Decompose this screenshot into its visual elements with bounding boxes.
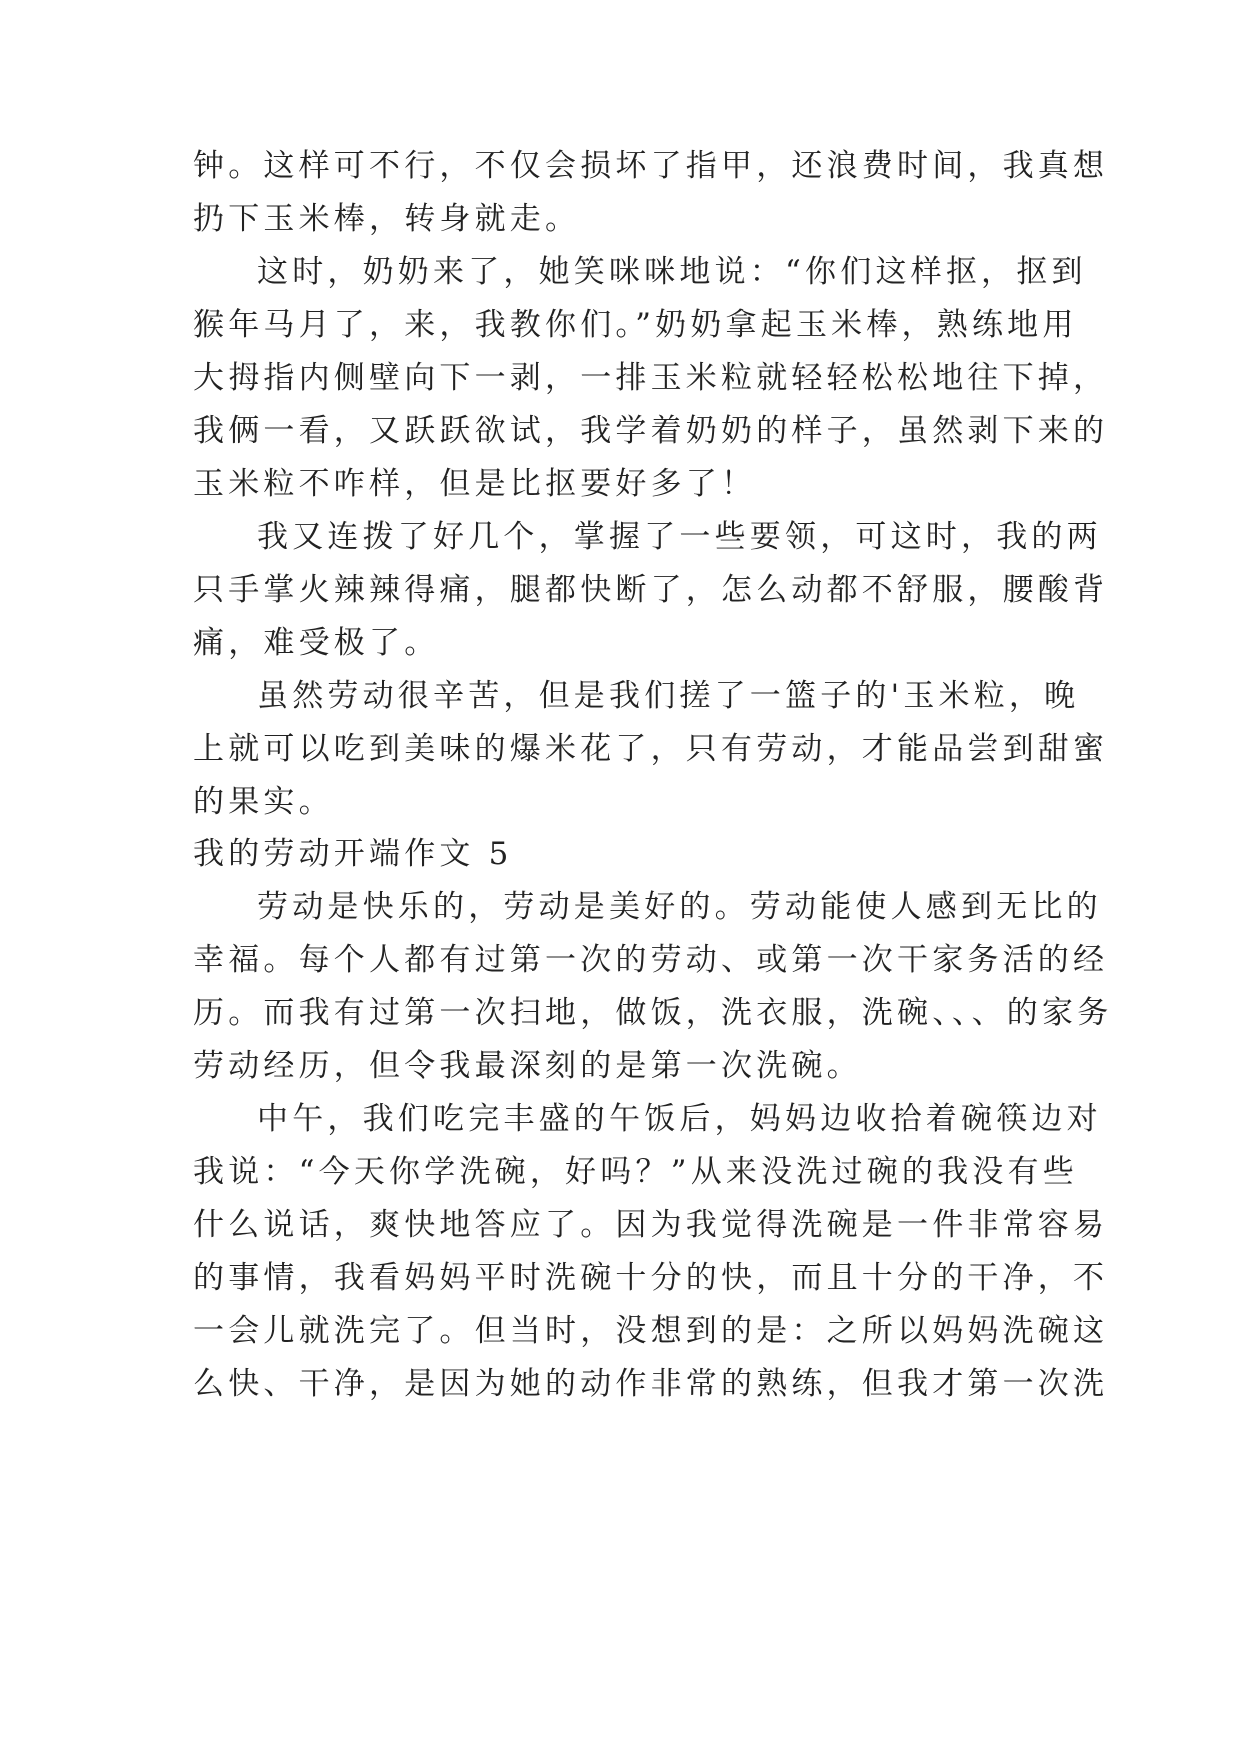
text-line: 我俩一看，又跃跃欲试，我学着奶奶的样子，虽然剥下来的 [193, 413, 1109, 449]
paragraph-start-line: 虽然劳动很辛苦，但是我们搓了一篮子的'玉米粒，晚 [257, 678, 1080, 714]
text-line: 上就可以吃到美味的爆米花了，只有劳动，才能品尝到甜蜜 [193, 731, 1109, 767]
text-line: 的果实。 [193, 784, 334, 820]
text-line: 扔下玉米棒，转身就走。 [193, 201, 581, 237]
text-line: 我说：“今天你学洗碗，好吗？”从来没洗过碗的我没有些 [193, 1154, 1078, 1190]
text-line: 大拇指内侧壁向下一剥，一排玉米粒就轻轻松松地往下掉， [193, 360, 1109, 396]
text-line: 幸福。每个人都有过第一次的劳动、或第一次干家务活的经 [193, 942, 1109, 978]
text-line: 猴年马月了，来，我教你们。”奶奶拿起玉米棒，熟练地用 [193, 307, 1078, 343]
paragraph-start-line: 这时，奶奶来了，她笑咪咪地说：“你们这样抠，抠到 [257, 254, 1087, 290]
text-line: 只手掌火辣辣得痛，腿都快断了，怎么动都不舒服，腰酸背 [193, 572, 1109, 608]
text-line: 什么说话，爽快地答应了。因为我觉得洗碗是一件非常容易 [193, 1207, 1109, 1243]
paragraph-start-line: 我又连拨了好几个，掌握了一些要领，可这时，我的两 [257, 519, 1102, 555]
text-line: 痛，难受极了。 [193, 625, 440, 661]
text-line: 么快、干净，是因为她的动作非常的熟练，但我才第一次洗 [193, 1366, 1109, 1402]
paragraph-start-line: 中午，我们吃完丰盛的午饭后，妈妈边收拾着碗筷边对 [257, 1101, 1102, 1137]
text-line: 历。而我有过第一次扫地，做饭，洗衣服，洗碗、、、的家务 [193, 995, 1113, 1031]
text-line: 一会儿就洗完了。但当时，没想到的是：之所以妈妈洗碗这 [193, 1313, 1109, 1349]
text-line: 的事情，我看妈妈平时洗碗十分的快，而且十分的干净，不 [193, 1260, 1109, 1296]
text-line: 劳动经历，但令我最深刻的是第一次洗碗。 [193, 1048, 862, 1084]
section-heading: 我的劳动开端作文 5 [193, 836, 513, 872]
text-line: 玉米粒不咋样，但是比抠要好多了！ [193, 466, 757, 502]
paragraph-start-line: 劳动是快乐的，劳动是美好的。劳动能使人感到无比的 [257, 889, 1102, 925]
text-line: 钟。这样可不行，不仅会损坏了指甲，还浪费时间，我真想 [193, 148, 1109, 184]
